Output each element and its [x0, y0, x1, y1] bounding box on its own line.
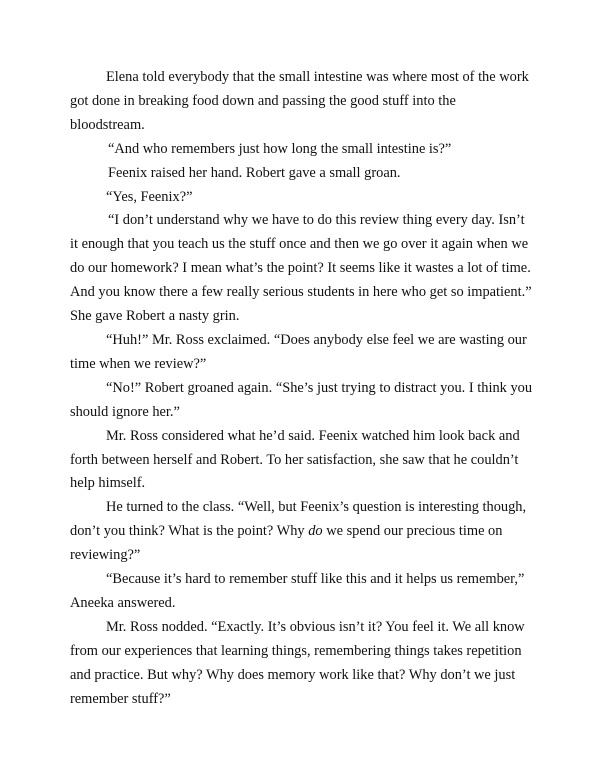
paragraph-huh: “Huh!” Mr. Ross exclaimed. “Does anybody else feel we are wasting our time when we review?” — [70, 331, 527, 372]
paragraph-feenix-complaint: “I don’t understand why we have to do this review thing every day. Isn’t it enough that you teach us the stuff once and then we go over it again when we do our homework? I mean what’s the point? It seems like it wastes a lot of time. And you know there a few really serious students in here who get so impatient.” She gave Robert a nasty grin. — [70, 212, 532, 325]
paragraph-feenix-hand: Feenix raised her hand. Robert gave a small groan. — [108, 164, 401, 181]
body-text — [70, 66, 534, 711]
paragraph-ross-nodded: Mr. Ross nodded. “Exactly. It’s obvious isn’t it? You feel it. We all know from our experiences that learning things, remembering things takes repetition and practice. But why? Why does memory work like that? Why don’t we just remember stuff?” — [70, 618, 525, 707]
paragraph-aneeka: “Because it’s hard to remember stuff like this and it helps us remember,” Aneeka answered. — [70, 571, 525, 611]
emphasis-do: do — [308, 523, 323, 540]
paragraph-robert-no: “No!” Robert groaned again. “She’s just trying to distract you. I think you should ignore her.” — [70, 379, 533, 420]
paragraph-question: “And who remembers just how long the small intestine is?” — [108, 140, 452, 157]
paragraph-ross-turned — [70, 496, 534, 568]
paragraph-ross-turned-before: He turned to the class. “Well, but Feenix’s question is interesting though, don’t you think? What is the point? Why — [70, 499, 527, 540]
paragraph-elena: Elena told everybody that the small intestine was where most of the work got done in breaking food down and passing the good stuff into the bloodstream. — [70, 69, 529, 133]
paragraph-ross-turned-after: we spend our precious time on reviewing?” — [70, 523, 503, 564]
paragraph-ross-considered: Mr. Ross considered what he’d said. Feenix watched him look back and forth between herself and Robert. To her satisfaction, she saw that he couldn’t help himself. — [70, 427, 520, 492]
paragraph-yes-feenix: “Yes, Feenix?” — [106, 188, 193, 205]
